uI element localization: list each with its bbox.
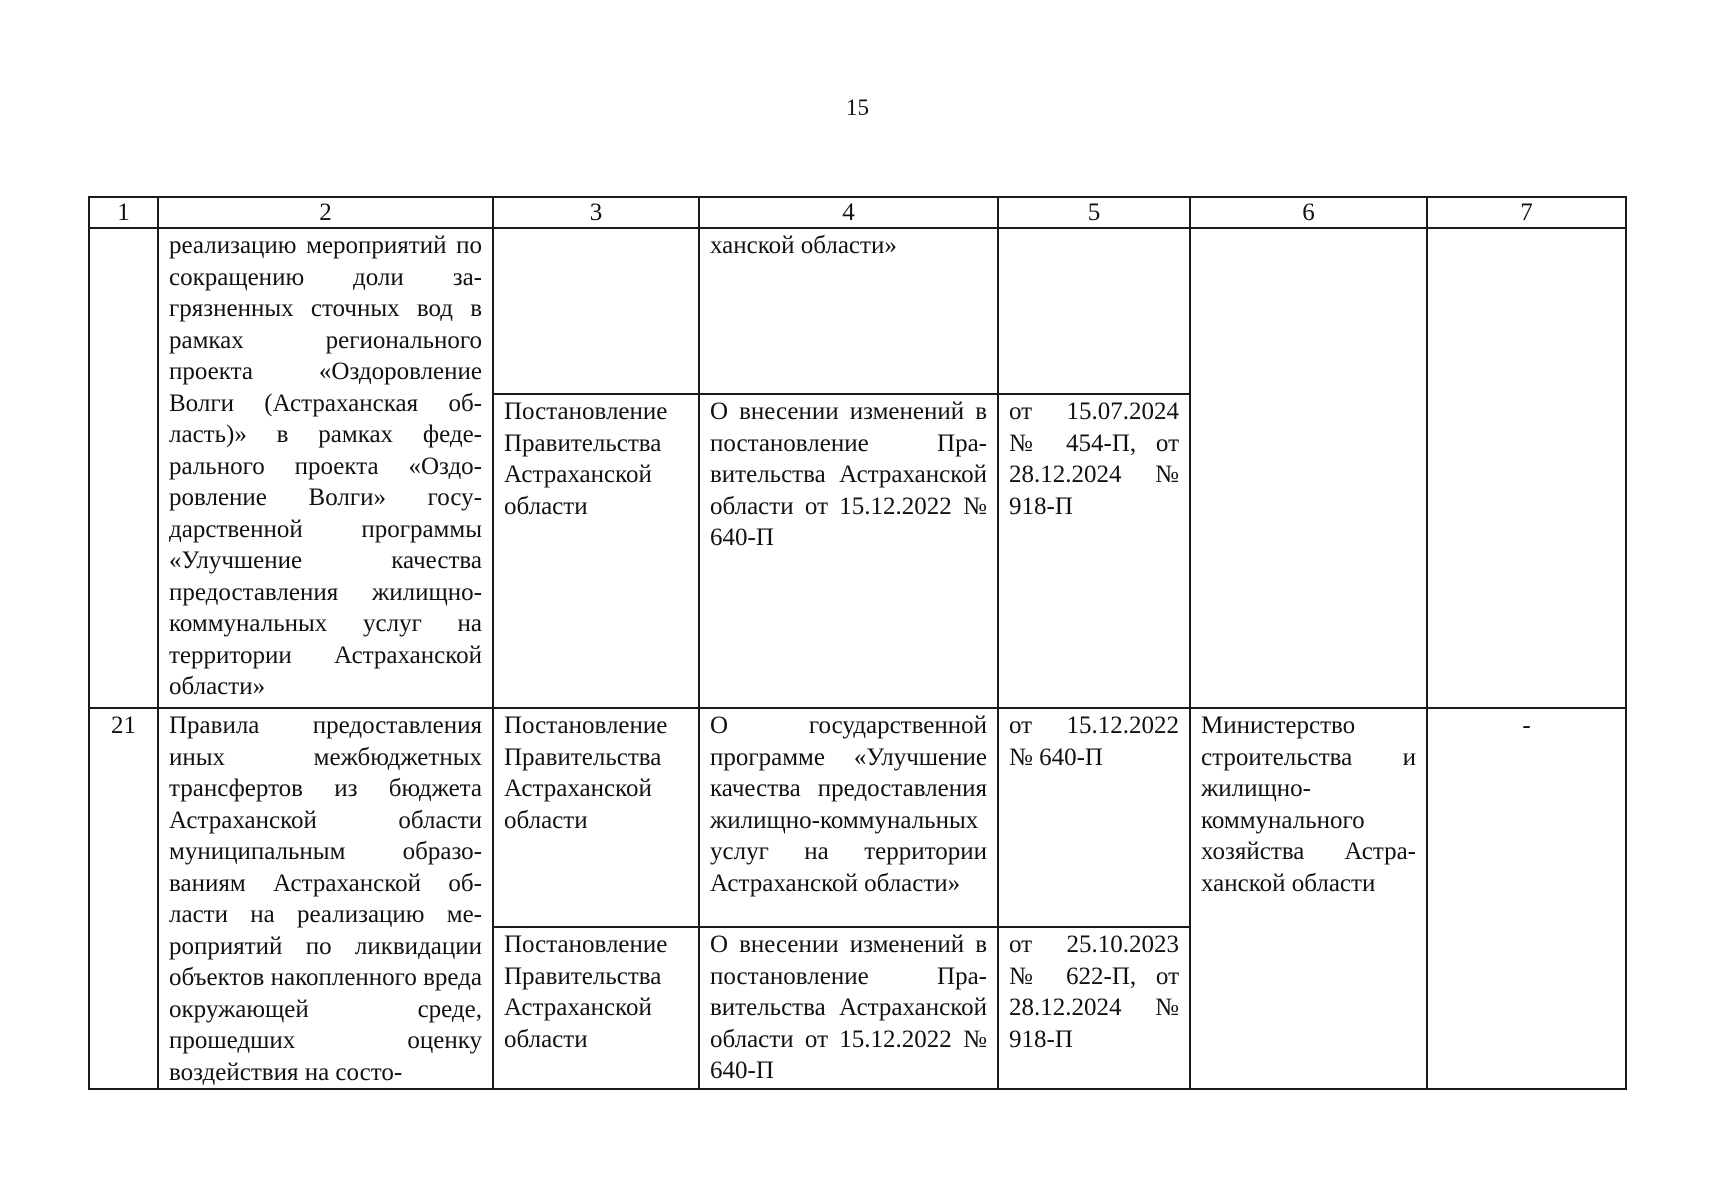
row-cont-num: [89, 228, 158, 708]
page-number: 15: [846, 95, 869, 120]
row-21-title-1: О государственной программе «Улучшение качества предоставления жилищно-коммунальных услуг на территории Астраханской области»: [699, 708, 998, 927]
row-cont-doctype-empty: [493, 228, 699, 394]
header-row: [89, 197, 1626, 228]
row-21-title-2: О внесении изменений в постановление Правительства Астраханской области от 15.12.2022 № 640-П: [699, 927, 998, 1089]
row-cont-dates-empty: [998, 228, 1190, 394]
row-21-dates-1: от 15.12.2022 № 640-П: [998, 708, 1190, 927]
row-21-col7: -: [1427, 708, 1626, 1089]
row-21-doc-type-1: Постановление Правительства Астраханской области: [493, 708, 699, 927]
row-cont-name: реализацию мероприятий по сокращению доли загрязненных сточных вод в рамках регионального проекта «Оздоровление Волги (Астраханская область)» в рамках федерального проекта «Оздоровление Волги» государственной программы «Улучшение качества предоставления жилищно-коммунальных услуг на территории Астраханской области»: [158, 228, 493, 708]
row-cont-col7-empty: [1427, 228, 1626, 708]
row-cont-ministry-empty: [1190, 228, 1427, 708]
row-cont-title: О внесении изменений в постановление Правительства Астраханской области от 15.12.2022 № 640-П: [699, 394, 998, 708]
row-cont-title-cont: ханской области»: [699, 228, 998, 394]
document-table: [88, 196, 1627, 1090]
col-header-2: 2: [158, 197, 493, 228]
col-header-7: 7: [1427, 197, 1626, 228]
row-21-ministry: Министерство строительства и жилищно-коммунального хозяйства Астраханской области: [1190, 708, 1427, 1089]
table-row: [89, 708, 1626, 927]
row-21-name: Правила предоставления иных межбюджетных трансфертов из бюджета Астраханской области муниципальным образованиям Астраханской области на реализацию мероприятий по ликвидации объектов накопленного вреда окружающей среде, прошедших оценку воздействия на состо-: [158, 708, 493, 1089]
col-header-6: 6: [1190, 197, 1427, 228]
col-header-1: 1: [89, 197, 158, 228]
row-21-doc-type-2: Постановление Правительства Астраханской области: [493, 927, 699, 1089]
row-21-dates-2: от 25.10.2023 № 622-П, от 28.12.2024 № 918-П: [998, 927, 1190, 1089]
col-header-4: 4: [699, 197, 998, 228]
table-row: [89, 228, 1626, 394]
row-cont-doc-type: Постановление Правительства Астраханской области: [493, 394, 699, 708]
row-21-num: 21: [89, 708, 158, 1089]
col-header-3: 3: [493, 197, 699, 228]
col-header-5: 5: [998, 197, 1190, 228]
row-cont-dates: от 15.07.2024 № 454-П, от 28.12.2024 № 918-П: [998, 394, 1190, 708]
